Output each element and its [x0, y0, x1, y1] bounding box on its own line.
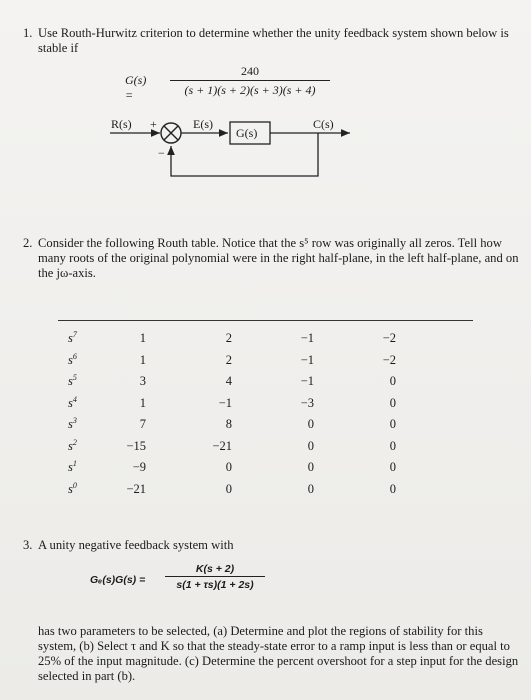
tf-numerator: 240	[241, 64, 259, 78]
minus-sign: −	[158, 146, 165, 160]
plus-sign: +	[150, 117, 157, 131]
routh-cell: 2	[225, 331, 232, 345]
routh-cell: 0	[225, 460, 232, 474]
routh-row	[68, 460, 468, 480]
routh-cell: 0	[389, 460, 396, 474]
routh-cell: 1	[139, 395, 146, 410]
routh-cell: 0	[225, 481, 232, 496]
routh-row	[68, 374, 468, 394]
routh-cell: 7	[139, 417, 146, 431]
routh-cell: −1	[300, 352, 314, 367]
routh-cell: 0	[389, 481, 396, 496]
routh-cell: 2	[225, 352, 232, 367]
routh-cell: 0	[307, 460, 314, 474]
routh-row-power: $s^5$	[68, 372, 77, 388]
routh-cell: 8	[225, 417, 232, 431]
routh-cell: −21	[212, 438, 232, 453]
routh-cell: 0	[389, 438, 396, 453]
routh-cell: −1	[300, 331, 314, 345]
routh-cell: −2	[382, 352, 396, 367]
routh-cell: 0	[307, 438, 314, 453]
question-3-number: 3.	[23, 538, 33, 552]
routh-cell: −15	[126, 438, 146, 453]
question-1-text: Use Routh-Hurwitz criterion to determine whether the unity feedback system shown below is stable if	[38, 26, 509, 55]
routh-row	[68, 482, 468, 502]
routh-cell: −3	[300, 395, 314, 410]
q3-equation-lhs: Gₑ(s)G(s) =	[90, 574, 146, 586]
tf-lhs: G(s) =	[125, 73, 147, 102]
error-label: E(s)	[193, 117, 213, 131]
routh-cell: −1	[300, 374, 314, 388]
routh-row	[68, 396, 468, 416]
routh-cell: 1	[139, 331, 146, 345]
routh-cell: −9	[132, 460, 146, 474]
block-label: G(s)	[236, 126, 258, 140]
routh-row-power: $s^0$	[68, 480, 77, 496]
question-1-number: 1.	[23, 26, 33, 40]
question-3-body: has two parameters to be selected, (a) Determine and plot the regions of stability for this system, (b) Select τ and K so that the steady-state error to a ramp input is less than or equal to 25% of the input magnitude. (c) Determine the percent overshoot for a step input for the design selected in part (b).	[38, 624, 519, 683]
q3-equation-fraction	[165, 563, 265, 591]
question-2-text: Consider the following Routh table. Notice that the s⁵ row was originally all zeros. Tell how many roots of the original polynomial were in the right half-plane, in the left half-plane, and on the jω-axis.	[38, 236, 519, 280]
routh-row-power: $s^4$	[68, 394, 77, 410]
routh-row	[68, 331, 468, 351]
routh-row	[68, 439, 468, 459]
routh-cell: −21	[126, 481, 146, 496]
routh-cell: 0	[307, 417, 314, 431]
routh-table-rule	[58, 320, 473, 321]
question-2-number: 2.	[23, 236, 33, 250]
routh-row-power: $s^7$	[68, 329, 77, 345]
routh-cell: 3	[139, 374, 146, 388]
routh-row	[68, 353, 468, 373]
output-label: C(s)	[313, 117, 334, 131]
question-3-intro: A unity negative feedback system with	[38, 538, 234, 552]
routh-cell: −2	[382, 331, 396, 345]
q3-denominator: s(1 + τs)(1 + 2s)	[176, 579, 254, 591]
routh-cell: 4	[225, 374, 232, 388]
routh-cell: 0	[389, 395, 396, 410]
routh-cell: 1	[139, 352, 146, 367]
summing-junction-icon	[161, 123, 181, 143]
q3-numerator: K(s + 2)	[195, 563, 235, 575]
routh-row-power: $s^1$	[68, 458, 77, 474]
routh-cell: −1	[218, 395, 232, 410]
routh-row-power: $s^2$	[68, 437, 77, 453]
input-label: R(s)	[111, 117, 132, 131]
routh-cell: 0	[307, 481, 314, 496]
routh-cell: 0	[389, 374, 396, 388]
routh-row-power: $s^3$	[68, 415, 77, 431]
tf-denominator: (s + 1)(s + 2)(s + 3)(s + 4)	[184, 83, 316, 97]
routh-row-power: $s^6$	[68, 351, 77, 367]
q3-fraction-bar	[165, 576, 265, 577]
routh-cell: 0	[389, 417, 396, 431]
routh-row	[68, 417, 468, 437]
